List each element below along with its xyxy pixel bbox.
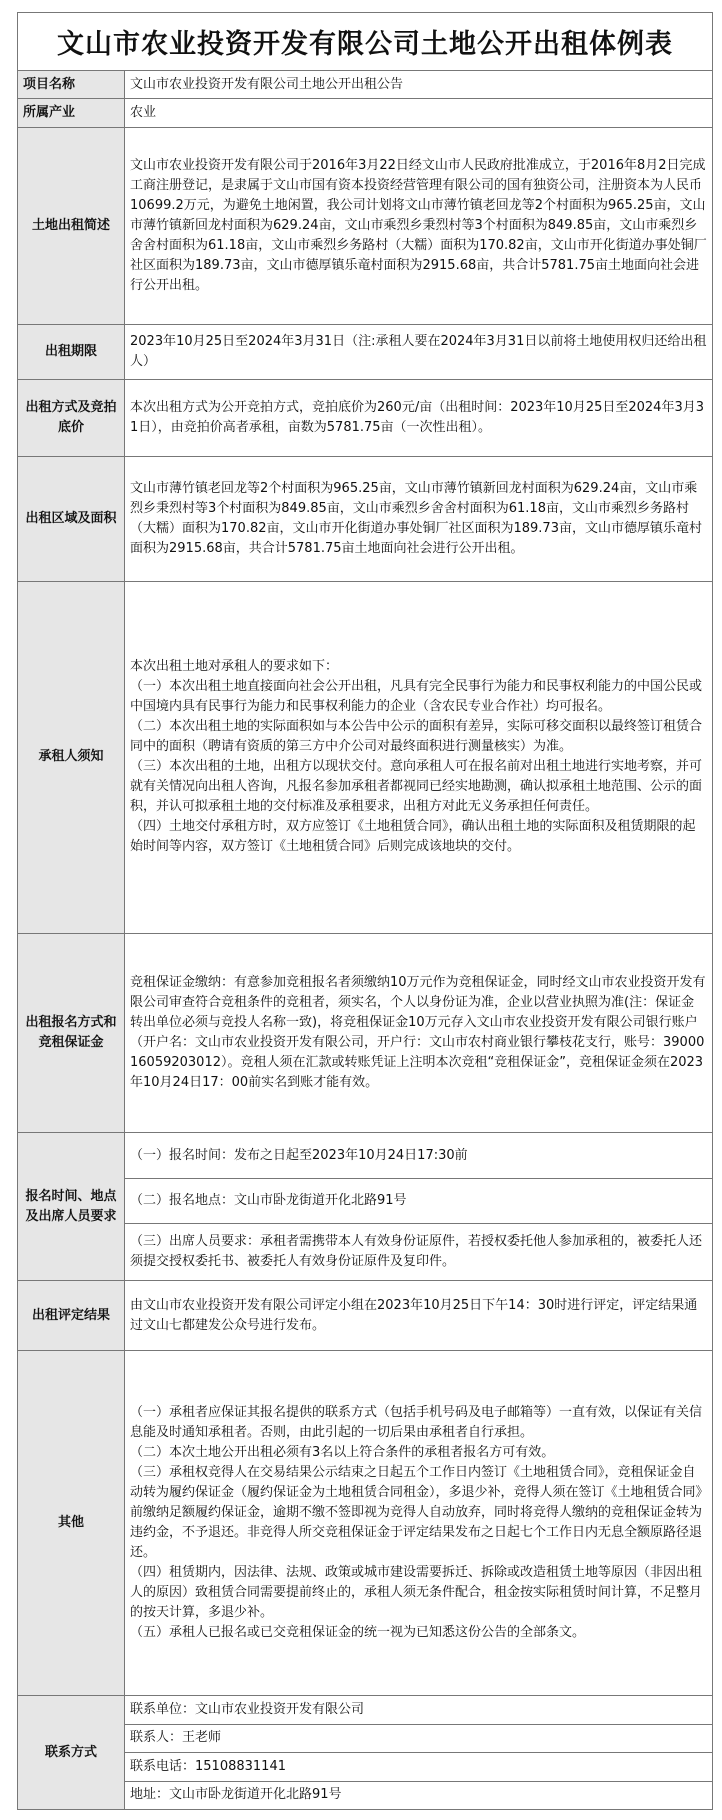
value-other: （一）承租者应保证其报名提供的联系方式（包括手机号码及电子邮箱等）一直有效，以保证有关信息能及时通知承租者。否则，由此引起的一切后果由承租者自行承担。 （二）本次土地公开出租必须有3名以上符合条件的承租者报名方可有效。 （三）承租权竞得人在交易结果公示结束之日起五个工作日内签订《土地租赁合同》，竞租保证金自动转为履约保证金（履约保证金为土地租赁合同租金），多退少补，竞得人须在签订《土地租赁合同》前缴纳足额履约保证金，逾期不缴不签即视为竞得人自动放弃，同时将竞得人缴纳的竞租保证金转为违约金，不予退还。非竞得人所交竞租保证金于评定结果发布之日起七个工作日内无息全额原路径退还。 （四）租赁期内，因法律、法规、政策或城市建设需要拆迁、拆除或改造租赁土地等原因（非因出租人的原因）致租赁合同需要提前终止的，承租人须无条件配合，租金按实际租赁时间计算，不足整月的按天计算，多退少补。 （五）承租人已报名或已交竞租保证金的统一视为已知悉这份公告的全部条文。 [125, 1351, 713, 1696]
value-deposit: 竞租保证金缴纳：有意参加竞租报名者须缴纳10万元作为竞租保证金，同时经文山市农业投资开发有限公司审查符合竞租条件的竞租者，须实名，个人以身份证为准，企业以营业执照为准(注：保证金转出单位必须与竞投人名称一致)，将竞租保证金10万元存入文山市农业投资开发有限公司银行账户（开户名：文山市农业投资开发有限公司，开户行：文山市农村商业银行攀枝花支行，账号：3900016059203012）。竞租人须在汇款或转账凭证上注明本次竞租“竞租保证金”，竞租保证金须在2023年10月24日17：00前实名到账才能有效。 [125, 933, 713, 1133]
row-contact-unit [18, 1696, 713, 1724]
label-period: 出租期限 [18, 325, 125, 379]
row-overview [18, 127, 713, 325]
label-result: 出租评定结果 [18, 1280, 125, 1350]
row-result [18, 1280, 713, 1350]
label-other: 其他 [18, 1351, 125, 1696]
value-registration-attendee: （三）出席人员要求：承租者需携带本人有效身份证原件，若授权委托他人参加承租的，被委托人还须提交授权委托书、被委托人有效身份证原件及复印件。 [125, 1224, 713, 1281]
label-method: 出租方式及竞拍底价 [18, 379, 125, 456]
label-contact: 联系方式 [18, 1696, 125, 1810]
label-deposit: 出租报名方式和竞租保证金 [18, 933, 125, 1133]
row-method [18, 379, 713, 456]
document-title: 文山市农业投资开发有限公司土地公开出租体例表 [17, 12, 713, 70]
value-overview: 文山市农业投资开发有限公司于2016年3月22日经文山市人民政府批准成立，于2016年8月2日完成工商注册登记，是隶属于文山市国有资本投资经营管理有限公司的国有独资公司，注册资本为人民币10699.2万元，为避免土地闲置，我公司计划将文山市薄竹镇老回龙等2个村面积为965.25亩，文山市薄竹镇新回龙村面积为629.24亩，文山市乘烈乡秉烈村等3个村面积为849.85亩，文山市乘烈乡舍舍村面积为61.18亩，文山市乘烈乡务路村（大糯）面积为170.82亩，文山市开化街道办事处铜厂社区面积为189.73亩，文山市德厚镇乐竜村面积为2915.68亩，共合计5781.75亩土地面向社会进行公开出租。 [125, 127, 713, 325]
value-registration-time: （一）报名时间：发布之日起至2023年10月24日17:30前 [125, 1133, 713, 1178]
value-contact-unit: 联系单位：文山市农业投资开发有限公司 [125, 1696, 713, 1724]
value-contact-person: 联系人：王老师 [125, 1724, 713, 1752]
label-area: 出租区域及面积 [18, 456, 125, 581]
value-result: 由文山市农业投资开发有限公司评定小组在2023年10月25日下午14：30时进行评定，评定结果通过文山七都建发公众号进行发布。 [125, 1280, 713, 1350]
label-overview: 土地出租简述 [18, 127, 125, 325]
value-lessee-notice: 本次出租土地对承租人的要求如下： （一）本次出租土地直接面向社会公开出租，凡具有完全民事行为能力和民事权利能力的中国公民或中国境内具有民事行为能力和民事权利能力的企业（含农民专业合作社）均可报名。 （二）本次出租土地的实际面积如与本公告中公示的面积有差异，实际可移交面积以最终签订租赁合同中的面积（聘请有资质的第三方中介公司对最终面积进行测量核实）为准。 （三）本次出租的土地，出租方以现状交付。意向承租人可在报名前对出租土地进行实地考察，并可就有关情况向出租人咨询，凡报名参加承租者都视同已经实地勘测，确认拟承租土地范围、公示的面积，并认可拟承租土地的交付标准及承租要求，出租方对此无义务承担任何责任。 （四）土地交付承租方时，双方应签订《土地租赁合同》，确认出租土地的实际面积及租赁期限的起始时间等内容，双方签订《土地租赁合同》后则完成该地块的交付。 [125, 581, 713, 933]
value-period: 2023年10月25日至2024年3月31日（注:承租人要在2024年3月31日以前将土地使用权归还给出租人） [125, 325, 713, 379]
label-lessee-notice: 承租人须知 [18, 581, 125, 933]
row-other [18, 1351, 713, 1696]
row-project [18, 71, 713, 99]
row-area [18, 456, 713, 581]
value-contact-phone: 联系电话：15108831141 [125, 1753, 713, 1781]
row-lessee-notice [18, 581, 713, 933]
info-table [17, 70, 713, 1810]
value-industry: 农业 [125, 99, 713, 127]
label-registration: 报名时间、地点及出席人员要求 [18, 1133, 125, 1281]
value-method: 本次出租方式为公开竞拍方式，竞拍底价为260元/亩（出租时间：2023年10月25日至2024年3月31日），由竞拍价高者承租，亩数为5781.75亩（一次性出租）。 [125, 379, 713, 456]
value-registration-place: （二）报名地点：文山市卧龙街道开化北路91号 [125, 1178, 713, 1223]
row-industry [18, 99, 713, 127]
value-project: 文山市农业投资开发有限公司土地公开出租公告 [125, 71, 713, 99]
row-registration-time [18, 1133, 713, 1178]
row-period [18, 325, 713, 379]
value-area: 文山市薄竹镇老回龙等2个村面积为965.25亩，文山市薄竹镇新回龙村面积为629.24亩，文山市乘烈乡秉烈村等3个村面积为849.85亩，文山市乘烈乡舍舍村面积为61.18亩，文山市乘烈乡务路村（大糯）面积为170.82亩，文山市开化街道办事处铜厂社区面积为189.73亩，文山市德厚镇乐竜村面积为2915.68亩，共合计5781.75亩土地面向社会进行公开出租。 [125, 456, 713, 581]
row-deposit [18, 933, 713, 1133]
label-industry: 所属产业 [18, 99, 125, 127]
value-contact-address: 地址：文山市卧龙街道开化北路91号 [125, 1781, 713, 1809]
label-project: 项目名称 [18, 71, 125, 99]
